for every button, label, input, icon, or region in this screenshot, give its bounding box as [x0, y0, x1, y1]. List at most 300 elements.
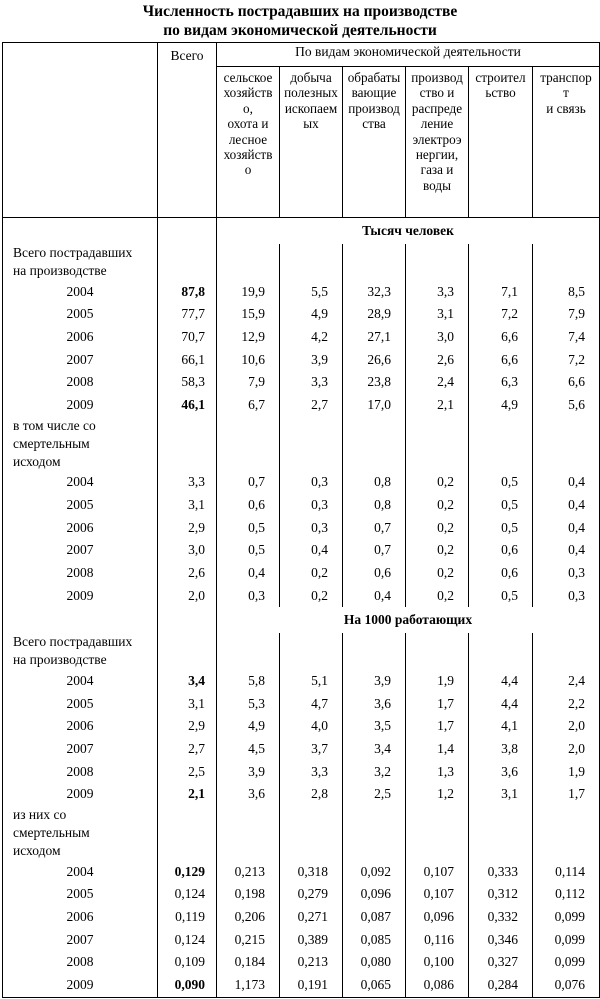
value-cell: 0,2: [280, 562, 343, 585]
value-cell: 4,9: [280, 303, 343, 326]
value-cell: 0,2: [406, 471, 469, 494]
table-row: [3, 562, 600, 585]
header-line: газа и: [420, 162, 454, 178]
table-row: [3, 348, 600, 371]
year-cell: 2009: [3, 974, 158, 997]
value-cell: 0,114: [533, 860, 600, 883]
value-cell: 0,2: [406, 517, 469, 540]
value-cell: 3,3: [280, 760, 343, 783]
year-cell: 2009: [3, 783, 158, 806]
value-cell: 6,6: [533, 371, 600, 394]
activity-column-header: [406, 67, 469, 218]
total-cell: 66,1: [158, 348, 217, 371]
value-cell: 3,6: [217, 783, 280, 806]
value-cell: 7,2: [469, 303, 533, 326]
value-cell: 0,7: [217, 471, 280, 494]
header-line: производ: [411, 70, 463, 85]
year-cell: 2005: [3, 692, 158, 715]
value-cell: 2,0: [533, 715, 600, 738]
year-cell: 2004: [3, 471, 158, 494]
value-cell: 0,076: [533, 974, 600, 997]
value-cell: 3,1: [406, 303, 469, 326]
header-line: ства: [362, 116, 386, 132]
value-cell: 4,9: [217, 715, 280, 738]
header-line: охота и: [227, 116, 269, 132]
value-cell: 0,389: [280, 928, 343, 951]
value-cell: 0,2: [406, 585, 469, 608]
value-cell: 5,5: [280, 280, 343, 303]
empty-cell: [343, 806, 406, 861]
empty-cell: [217, 244, 280, 280]
value-cell: 0,279: [280, 883, 343, 906]
total-cell: 70,7: [158, 326, 217, 349]
value-cell: 6,6: [469, 326, 533, 349]
year-cell: 2004: [3, 280, 158, 303]
value-cell: 1,7: [406, 692, 469, 715]
empty-cell: [343, 417, 406, 472]
value-cell: 0,6: [469, 562, 533, 585]
value-cell: 2,1: [406, 394, 469, 417]
year-cell: 2004: [3, 860, 158, 883]
value-cell: 0,3: [280, 517, 343, 540]
value-cell: 6,7: [217, 394, 280, 417]
year-cell: 2005: [3, 883, 158, 906]
total-cell: 3,4: [158, 670, 217, 693]
value-cell: 3,4: [343, 738, 406, 761]
value-cell: 3,6: [343, 692, 406, 715]
total-cell: 0,109: [158, 951, 217, 974]
header-line: лесное: [228, 131, 268, 147]
value-cell: 5,8: [217, 670, 280, 693]
value-cell: 0,112: [533, 883, 600, 906]
value-cell: 4,0: [280, 715, 343, 738]
value-cell: 0,213: [280, 951, 343, 974]
table-row: [3, 760, 600, 783]
value-cell: 1,7: [533, 783, 600, 806]
total-cell: 2,0: [158, 585, 217, 608]
table-row: [3, 738, 600, 761]
value-cell: 0,2: [280, 585, 343, 608]
total-cell: 2,7: [158, 738, 217, 761]
year-cell: 2005: [3, 494, 158, 517]
value-cell: 0,107: [406, 883, 469, 906]
year-cell: 2009: [3, 585, 158, 608]
table-row: [3, 860, 600, 883]
section-heading: На 1000 работающих: [217, 607, 600, 633]
value-cell: 0,5: [469, 494, 533, 517]
value-cell: 4,5: [217, 738, 280, 761]
value-cell: 0,346: [469, 928, 533, 951]
block-label-row: [3, 633, 600, 669]
total-cell: 2,9: [158, 715, 217, 738]
block-label: [3, 806, 158, 861]
value-cell: 0,332: [469, 906, 533, 929]
value-cell: 0,4: [533, 539, 600, 562]
value-cell: 7,9: [217, 371, 280, 394]
value-cell: 0,7: [343, 517, 406, 540]
header-line: распреде: [411, 100, 463, 116]
empty-cell: [533, 417, 600, 472]
value-cell: 0,5: [469, 517, 533, 540]
value-cell: 3,6: [469, 760, 533, 783]
empty-cell: [280, 633, 343, 669]
total-cell: 3,1: [158, 692, 217, 715]
value-cell: 2,2: [533, 692, 600, 715]
table-row: [3, 585, 600, 608]
header-line: полезных: [284, 85, 338, 101]
year-cell: 2005: [3, 303, 158, 326]
value-cell: 15,9: [217, 303, 280, 326]
value-cell: 0,6: [217, 494, 280, 517]
block-label-row: [3, 244, 600, 280]
value-cell: 0,116: [406, 928, 469, 951]
year-cell: 2008: [3, 760, 158, 783]
value-cell: 0,2: [406, 494, 469, 517]
header-line: обрабаты: [347, 70, 401, 85]
value-cell: 4,2: [280, 326, 343, 349]
total-header: Всего: [158, 43, 217, 218]
activity-column-header: [343, 67, 406, 218]
empty-cell: [343, 244, 406, 280]
label-line: исходом: [13, 843, 61, 859]
year-cell: 2006: [3, 715, 158, 738]
empty-cell: [280, 244, 343, 280]
header-line: добыча: [290, 70, 332, 85]
value-cell: 19,9: [217, 280, 280, 303]
value-cell: 1,173: [217, 974, 280, 997]
value-cell: 3,5: [343, 715, 406, 738]
section-row: [3, 218, 600, 245]
title-line: по видам экономической деятельности: [163, 22, 437, 39]
value-cell: 0,284: [469, 974, 533, 997]
empty-cell: [158, 218, 217, 245]
table-row: [3, 974, 600, 997]
value-cell: 1,7: [406, 715, 469, 738]
value-cell: 0,6: [469, 539, 533, 562]
table-row: [3, 371, 600, 394]
value-cell: 0,4: [217, 562, 280, 585]
label-line: на производстве: [13, 652, 107, 668]
activity-column-header: [217, 67, 280, 218]
table-row: [3, 280, 600, 303]
value-cell: 0,5: [217, 517, 280, 540]
header-line: хозяйств: [223, 147, 273, 163]
empty-cell: [406, 633, 469, 669]
value-cell: 2,4: [406, 371, 469, 394]
value-cell: 4,4: [469, 692, 533, 715]
stub-header: [3, 43, 158, 218]
value-cell: 0,312: [469, 883, 533, 906]
value-cell: 5,1: [280, 670, 343, 693]
year-cell: 2007: [3, 928, 158, 951]
empty-cell: [3, 607, 158, 633]
value-cell: 3,7: [280, 738, 343, 761]
label-line: Всего пострадавших: [13, 245, 133, 260]
year-cell: 2007: [3, 539, 158, 562]
year-cell: 2009: [3, 394, 158, 417]
value-cell: 0,4: [280, 539, 343, 562]
header-line: о: [244, 162, 252, 178]
empty-cell: [280, 806, 343, 861]
table-row: [3, 539, 600, 562]
value-cell: 1,2: [406, 783, 469, 806]
block-label-row: [3, 417, 600, 472]
value-cell: 26,6: [343, 348, 406, 371]
header-line: воды: [423, 177, 451, 193]
total-cell: 0,124: [158, 883, 217, 906]
block-label: [3, 417, 158, 472]
value-cell: 10,6: [217, 348, 280, 371]
empty-cell: [469, 806, 533, 861]
header-line: сельское: [223, 70, 273, 85]
value-cell: 0,8: [343, 494, 406, 517]
value-cell: 3,0: [406, 326, 469, 349]
value-cell: 0,191: [280, 974, 343, 997]
value-cell: 0,7: [343, 539, 406, 562]
total-cell: 0,119: [158, 906, 217, 929]
value-cell: 0,2: [406, 562, 469, 585]
label-line: на производстве: [13, 263, 107, 279]
value-cell: 0,085: [343, 928, 406, 951]
value-cell: 3,2: [343, 760, 406, 783]
value-cell: 3,9: [280, 348, 343, 371]
header-line: нергии,: [415, 147, 459, 163]
value-cell: 2,7: [280, 394, 343, 417]
value-cell: 4,9: [469, 394, 533, 417]
empty-cell: [158, 633, 217, 669]
value-cell: 0,087: [343, 906, 406, 929]
value-cell: 2,5: [343, 783, 406, 806]
label-line: смертельным: [13, 825, 90, 840]
empty-cell: [217, 417, 280, 472]
value-cell: 0,213: [217, 860, 280, 883]
header-line: ых: [303, 116, 319, 132]
value-cell: 0,065: [343, 974, 406, 997]
empty-cell: [3, 218, 158, 245]
empty-cell: [406, 806, 469, 861]
header-line: ископаем: [284, 100, 338, 116]
year-cell: 2008: [3, 562, 158, 585]
value-cell: 0,198: [217, 883, 280, 906]
table-row: [3, 494, 600, 517]
activity-group-header: По видам экономической деятельности: [217, 43, 600, 67]
page-title: [0, 0, 600, 42]
value-cell: 7,1: [469, 280, 533, 303]
total-cell: 87,8: [158, 280, 217, 303]
total-cell: 0,129: [158, 860, 217, 883]
empty-cell: [343, 633, 406, 669]
empty-cell: [533, 633, 600, 669]
value-cell: 0,099: [533, 906, 600, 929]
year-cell: 2007: [3, 348, 158, 371]
value-cell: 0,2: [406, 539, 469, 562]
value-cell: 2,6: [406, 348, 469, 371]
value-cell: 3,3: [280, 371, 343, 394]
value-cell: 2,4: [533, 670, 600, 693]
total-cell: 2,1: [158, 783, 217, 806]
value-cell: 0,096: [406, 906, 469, 929]
table-row: [3, 928, 600, 951]
total-cell: 3,1: [158, 494, 217, 517]
value-cell: 0,327: [469, 951, 533, 974]
label-line: исходом: [13, 453, 61, 469]
empty-cell: [158, 806, 217, 861]
empty-cell: [406, 244, 469, 280]
value-cell: 0,206: [217, 906, 280, 929]
empty-cell: [217, 806, 280, 861]
value-cell: 0,100: [406, 951, 469, 974]
empty-cell: [406, 417, 469, 472]
table-row: [3, 906, 600, 929]
value-cell: 7,4: [533, 326, 600, 349]
header-line: о,: [243, 100, 253, 116]
empty-cell: [533, 244, 600, 280]
value-cell: 7,9: [533, 303, 600, 326]
value-cell: 3,8: [469, 738, 533, 761]
total-cell: 0,090: [158, 974, 217, 997]
value-cell: 1,4: [406, 738, 469, 761]
table-row: [3, 517, 600, 540]
injuries-table: [2, 42, 600, 998]
value-cell: 0,4: [533, 494, 600, 517]
value-cell: 3,1: [469, 783, 533, 806]
value-cell: 8,5: [533, 280, 600, 303]
table-row: [3, 715, 600, 738]
value-cell: 5,6: [533, 394, 600, 417]
table-row: [3, 303, 600, 326]
value-cell: 3,9: [343, 670, 406, 693]
value-cell: 17,0: [343, 394, 406, 417]
value-cell: 1,9: [406, 670, 469, 693]
header-line: электроэ: [412, 131, 462, 147]
empty-cell: [158, 417, 217, 472]
year-cell: 2006: [3, 906, 158, 929]
value-cell: 0,092: [343, 860, 406, 883]
year-cell: 2006: [3, 517, 158, 540]
total-cell: 2,5: [158, 760, 217, 783]
header-line: вающие: [351, 85, 397, 101]
value-cell: 27,1: [343, 326, 406, 349]
year-cell: 2008: [3, 371, 158, 394]
empty-cell: [280, 417, 343, 472]
value-cell: 0,318: [280, 860, 343, 883]
value-cell: 2,8: [280, 783, 343, 806]
value-cell: 3,3: [406, 280, 469, 303]
label-line: Всего пострадавших: [13, 634, 133, 650]
header-line: и связь: [546, 100, 586, 116]
year-cell: 2006: [3, 326, 158, 349]
activity-column-header: [533, 67, 600, 218]
value-cell: 23,8: [343, 371, 406, 394]
label-line: смертельным: [13, 435, 90, 451]
table-row: [3, 692, 600, 715]
value-cell: 4,7: [280, 692, 343, 715]
empty-cell: [469, 417, 533, 472]
value-cell: 0,4: [533, 517, 600, 540]
value-cell: 0,3: [217, 585, 280, 608]
table-row: [3, 326, 600, 349]
section-heading: Тысяч человек: [217, 218, 600, 245]
total-cell: 2,9: [158, 517, 217, 540]
value-cell: 0,3: [533, 562, 600, 585]
value-cell: 0,215: [217, 928, 280, 951]
empty-cell: [158, 607, 217, 633]
table-row: [3, 471, 600, 494]
value-cell: 4,1: [469, 715, 533, 738]
empty-cell: [533, 806, 600, 861]
header-line: транспор: [540, 70, 592, 85]
total-cell: 58,3: [158, 371, 217, 394]
block-label-row: [3, 806, 600, 861]
activity-column-header: [469, 67, 533, 218]
table-row: [3, 394, 600, 417]
empty-cell: [217, 633, 280, 669]
value-cell: 0,184: [217, 951, 280, 974]
section-row: [3, 607, 600, 633]
total-cell: 77,7: [158, 303, 217, 326]
value-cell: 0,3: [280, 471, 343, 494]
value-cell: 0,086: [406, 974, 469, 997]
value-cell: 0,5: [469, 471, 533, 494]
value-cell: 1,3: [406, 760, 469, 783]
value-cell: 1,9: [533, 760, 600, 783]
year-cell: 2004: [3, 670, 158, 693]
total-cell: 46,1: [158, 394, 217, 417]
table-row: [3, 951, 600, 974]
value-cell: 28,9: [343, 303, 406, 326]
value-cell: 0,4: [533, 471, 600, 494]
header-line: ство и: [419, 85, 455, 101]
table-row: [3, 883, 600, 906]
value-cell: 0,096: [343, 883, 406, 906]
value-cell: 0,080: [343, 951, 406, 974]
empty-cell: [469, 244, 533, 280]
empty-cell: [158, 244, 217, 280]
value-cell: 0,099: [533, 928, 600, 951]
value-cell: 4,4: [469, 670, 533, 693]
value-cell: 0,4: [343, 585, 406, 608]
value-cell: 0,5: [217, 539, 280, 562]
value-cell: 0,107: [406, 860, 469, 883]
header-line: производ: [348, 100, 400, 116]
value-cell: 32,3: [343, 280, 406, 303]
total-cell: 2,6: [158, 562, 217, 585]
block-label: [3, 244, 158, 280]
title-line: Численность пострадавших на производстве: [142, 3, 458, 20]
value-cell: 0,099: [533, 951, 600, 974]
header-line: хозяйств: [223, 85, 273, 101]
total-cell: 3,3: [158, 471, 217, 494]
header-line: строител: [475, 70, 526, 85]
value-cell: 7,2: [533, 348, 600, 371]
value-cell: 2,0: [533, 738, 600, 761]
header-line: ьство: [485, 85, 516, 101]
value-cell: 3,9: [217, 760, 280, 783]
label-line: из них со: [13, 806, 67, 822]
year-cell: 2008: [3, 951, 158, 974]
value-cell: 0,5: [469, 585, 533, 608]
header-line: ление: [420, 116, 454, 132]
activity-column-header: [280, 67, 343, 218]
total-cell: 0,124: [158, 928, 217, 951]
total-cell: 3,0: [158, 539, 217, 562]
value-cell: 0,3: [533, 585, 600, 608]
value-cell: 0,6: [343, 562, 406, 585]
value-cell: 12,9: [217, 326, 280, 349]
value-cell: 6,6: [469, 348, 533, 371]
value-cell: 0,3: [280, 494, 343, 517]
value-cell: 5,3: [217, 692, 280, 715]
